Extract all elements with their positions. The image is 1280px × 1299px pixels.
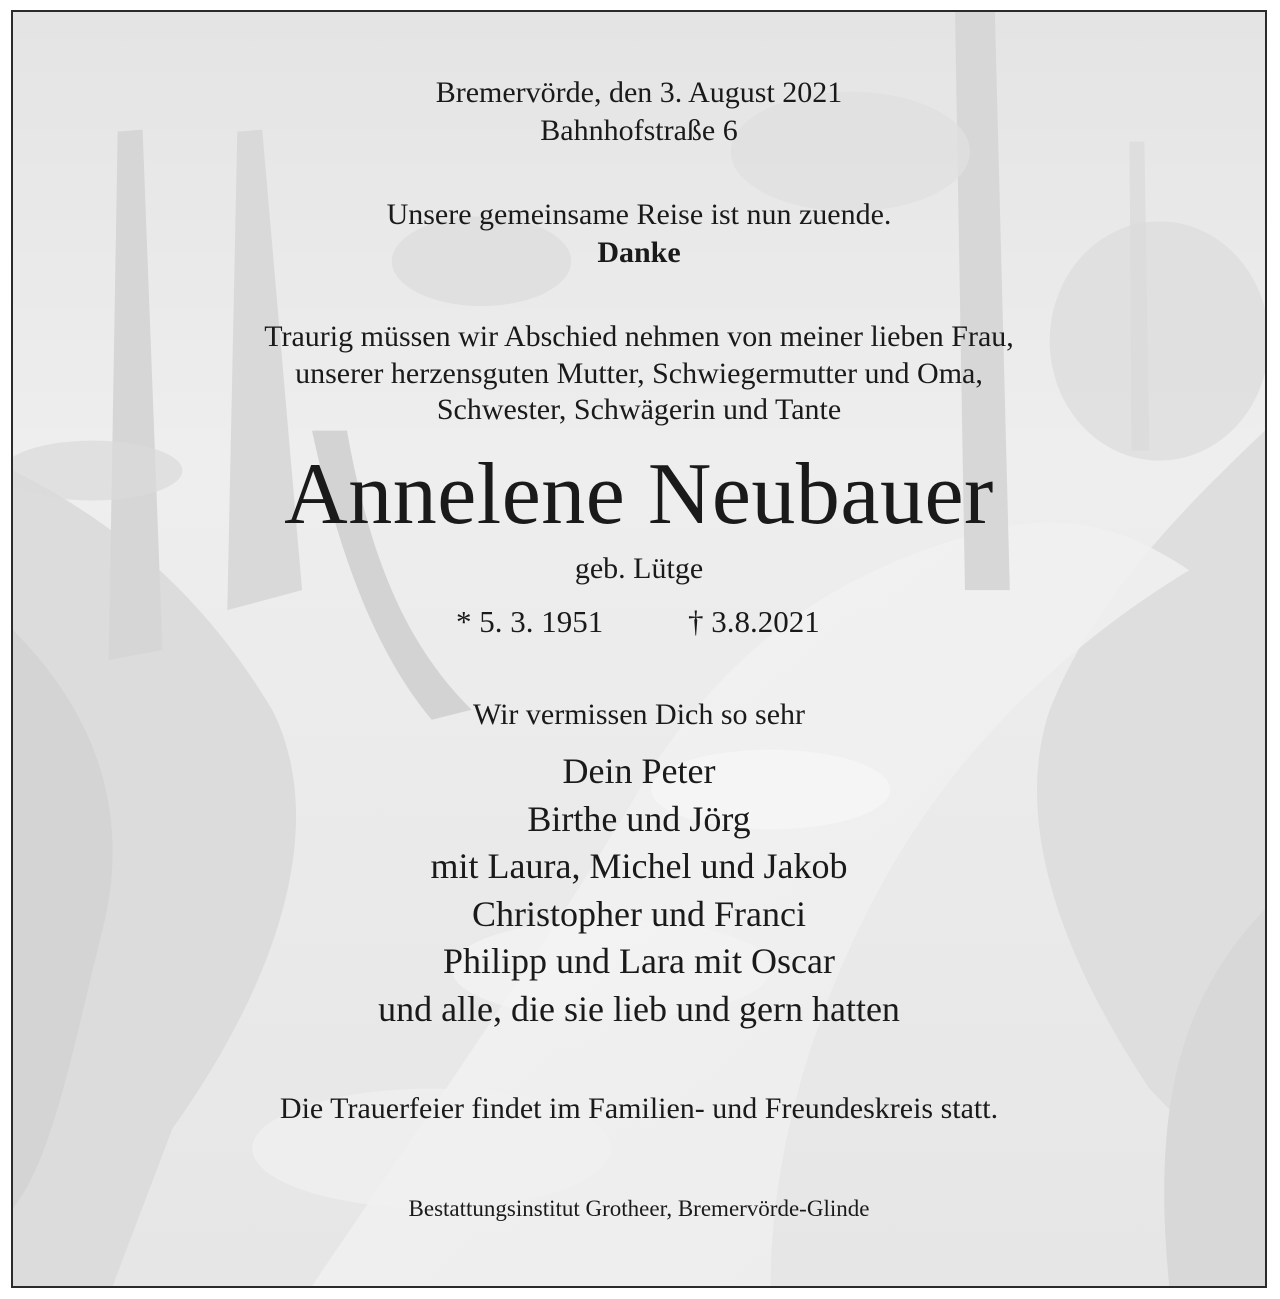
mourner-line: und alle, die sie lieb und gern hatten xyxy=(378,989,900,1029)
notice-text xyxy=(13,12,1265,1286)
birth-date: * 5. 3. 1951 xyxy=(456,604,604,639)
obituary-notice xyxy=(11,10,1267,1288)
mourner-line: Birthe und Jörg xyxy=(527,799,751,839)
mourner-line: Dein Peter xyxy=(562,751,716,791)
mourner-line: Christopher und Franci xyxy=(472,894,806,934)
place-date: Bremervörde, den 3. August 2021 xyxy=(435,76,843,109)
funeral-note: Die Trauerfeier findet im Familien- und Freundeskreis statt. xyxy=(279,1092,999,1125)
thanks: Danke xyxy=(597,236,681,269)
intro-line: Traurig müssen wir Abschied nehmen von meiner lieben Frau, xyxy=(264,320,1014,353)
undertaker: Bestattungsinstitut Grotheer, Bremervörde-Glinde xyxy=(408,1196,870,1221)
intro-line: unserer herzensguten Mutter, Schwiegermutter und Oma, xyxy=(295,357,983,390)
address: Bahnhofstraße 6 xyxy=(540,114,738,147)
mourner-line: mit Laura, Michel und Jakob xyxy=(430,846,848,886)
intro-line: Schwester, Schwägerin und Tante xyxy=(436,393,842,426)
mourner-line: Philipp und Lara mit Oscar xyxy=(443,941,835,981)
death-date: † 3.8.2021 xyxy=(688,604,820,639)
missing-line: Wir vermissen Dich so sehr xyxy=(472,698,806,731)
life-dates xyxy=(13,604,1265,644)
deceased-name: Annelene Neubauer xyxy=(284,446,994,543)
motto-line: Unsere gemeinsame Reise ist nun zuende. xyxy=(386,198,892,231)
maiden-name: geb. Lütge xyxy=(574,552,704,585)
